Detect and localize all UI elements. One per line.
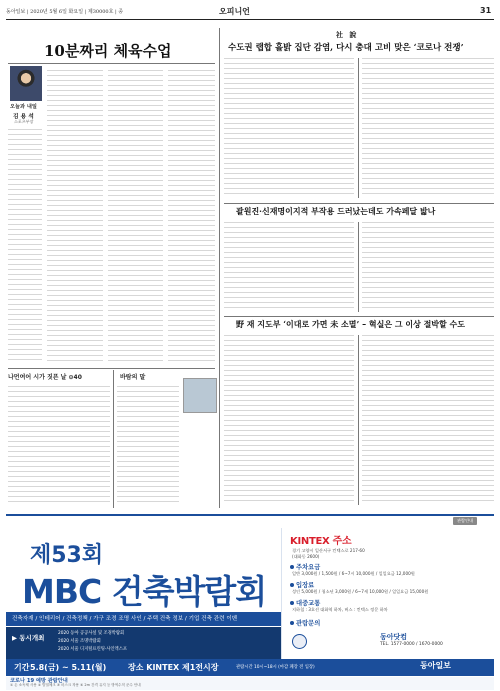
column-body-text	[8, 129, 42, 364]
poem-title: 바람의 말	[120, 374, 146, 381]
section-rule	[224, 203, 494, 204]
poem-illustration	[183, 378, 217, 413]
ad-expo-title: MBC 건축박람회	[22, 572, 267, 611]
ad-concurrent-label: ▶ 동시개최	[12, 634, 45, 642]
bullet-icon	[290, 583, 294, 587]
ad-sponsor-badge-icon	[292, 634, 307, 649]
column-body-text	[47, 70, 103, 365]
editorial-body-1	[362, 58, 494, 198]
column-series-label: 오늘과 내일	[10, 104, 37, 110]
bullet-icon	[290, 621, 294, 625]
ad-admission-title: 입장료	[290, 580, 314, 589]
title-rule	[8, 63, 215, 64]
editorial-headline-2: 괄원진·신재명이지적 부작용 드러났는데도 가속페달 밟나	[236, 206, 436, 216]
ad-corner-label: 관람안내	[453, 517, 477, 525]
ad-admission-text: 성인 5,000원 / 청소년 3,000원 / 6~7세 10,000원 / 일일요금 15,000원	[292, 589, 429, 594]
ad-top-rule	[6, 514, 494, 516]
ad-category-text: 건축자재 / 인테리어 / 건축정책 / 가구 조경 조명 사인 / 주택 건축 정보 / 기업 건축 관련 이벤	[12, 616, 238, 622]
column-title: 10분짜리 체육수업	[44, 42, 172, 60]
column-divider	[219, 28, 220, 508]
ad-transit-text: 지하철 : 3호선 대화역 하차, 버스 : 킨텍스 정문 하차	[292, 607, 388, 612]
column-divider	[113, 370, 114, 508]
editorial-headline-1: 수도권 랩합 흘밝 집단 감염, 다시 충대 고비 맞은 ‘코로나 전쟁’	[228, 43, 464, 53]
ad-concurrent-item: 2020 동아 공공사설 및 조경박람회	[58, 631, 125, 636]
ad-hours: 관람시간 10시~18시 (마감 폐장 전 입장)	[236, 665, 315, 670]
editorial-body-1	[224, 58, 354, 198]
ad-inquiry-title: 관람문의	[290, 618, 320, 627]
editorial-body-2	[224, 222, 354, 312]
ad-concurrent-item: 2020 서울 조명박람회	[58, 639, 101, 644]
ad-parking-text: 일반 3,000원 / 1,500원 / 6~7시 10,000원 / 일일요금 12,000원	[292, 571, 415, 576]
ad-parking-title: 주차요금	[290, 562, 320, 571]
ad-edition-number: 제53회	[30, 543, 104, 568]
bullet-icon	[290, 565, 294, 569]
author-name: 김 용 석	[13, 114, 34, 120]
editorial-headline-3: 野 재 지도부 ‘이대로 가면 未 소멸’ – 혁실은 그 이상 절박할 수도	[236, 319, 466, 329]
page-number: 31	[480, 6, 492, 15]
ad-concurrent-panel	[6, 627, 281, 659]
ad-venue-label: 장소 KINTEX 제1전시장	[128, 663, 219, 672]
ad-period-date: 5.8(금) ~ 5.11(월)	[30, 663, 107, 672]
ad-venue-title: KINTEX 주소	[290, 536, 352, 547]
ad-phone: TEL. 1577-0000 / 1670-0000	[380, 642, 443, 647]
author-photo	[10, 66, 42, 101]
ad-corona-text: ① 손 소독제 사용 ② 발열체크 ③ 마스크 착용 ④ 2m 간격 유지 등 방역수칙 준수 안내	[10, 683, 141, 687]
column-body-text	[108, 70, 163, 365]
section-rule	[224, 316, 494, 317]
newspaper-masthead: 동아일보 | 2020년 5월 6일 화요일 | 제30000호 | 종	[6, 9, 124, 15]
bullet-icon	[290, 601, 294, 605]
column-divider	[358, 335, 359, 505]
author-role: 스포츠부장	[14, 119, 34, 124]
section-rule	[8, 368, 215, 369]
ad-transit-title: 대중교통	[290, 598, 320, 607]
editorial-body-3	[224, 335, 354, 505]
ad-concurrent-item: 2020 서울 디지털프린팅·사인엑스포	[58, 647, 127, 652]
ad-venue-address: 경기 고양시 일산서구 킨텍스로 217-60	[292, 548, 365, 553]
poem-body-text	[8, 386, 110, 506]
editorial-body-3	[362, 335, 494, 505]
column-divider	[358, 58, 359, 198]
column-divider	[358, 222, 359, 312]
editorial-label: 社 說	[336, 31, 359, 39]
column-body-text	[168, 70, 215, 365]
ad-period-label: 기간	[14, 663, 30, 672]
poem-body-text	[117, 386, 179, 506]
editorial-body-2	[362, 222, 494, 312]
ad-brand-logo: 동아일보	[420, 661, 451, 670]
poem-box-title: 나먼여어 시가 짓픈 날 ⊙40	[8, 374, 82, 381]
ad-venue-address-sub: (대화동 2600)	[292, 554, 320, 559]
ad-corona-title: 코로나 19 예방 관람안내	[10, 678, 68, 684]
section-title: 오피니언	[219, 7, 250, 16]
ad-sponsor-logo: 동아닷컴	[380, 633, 408, 641]
